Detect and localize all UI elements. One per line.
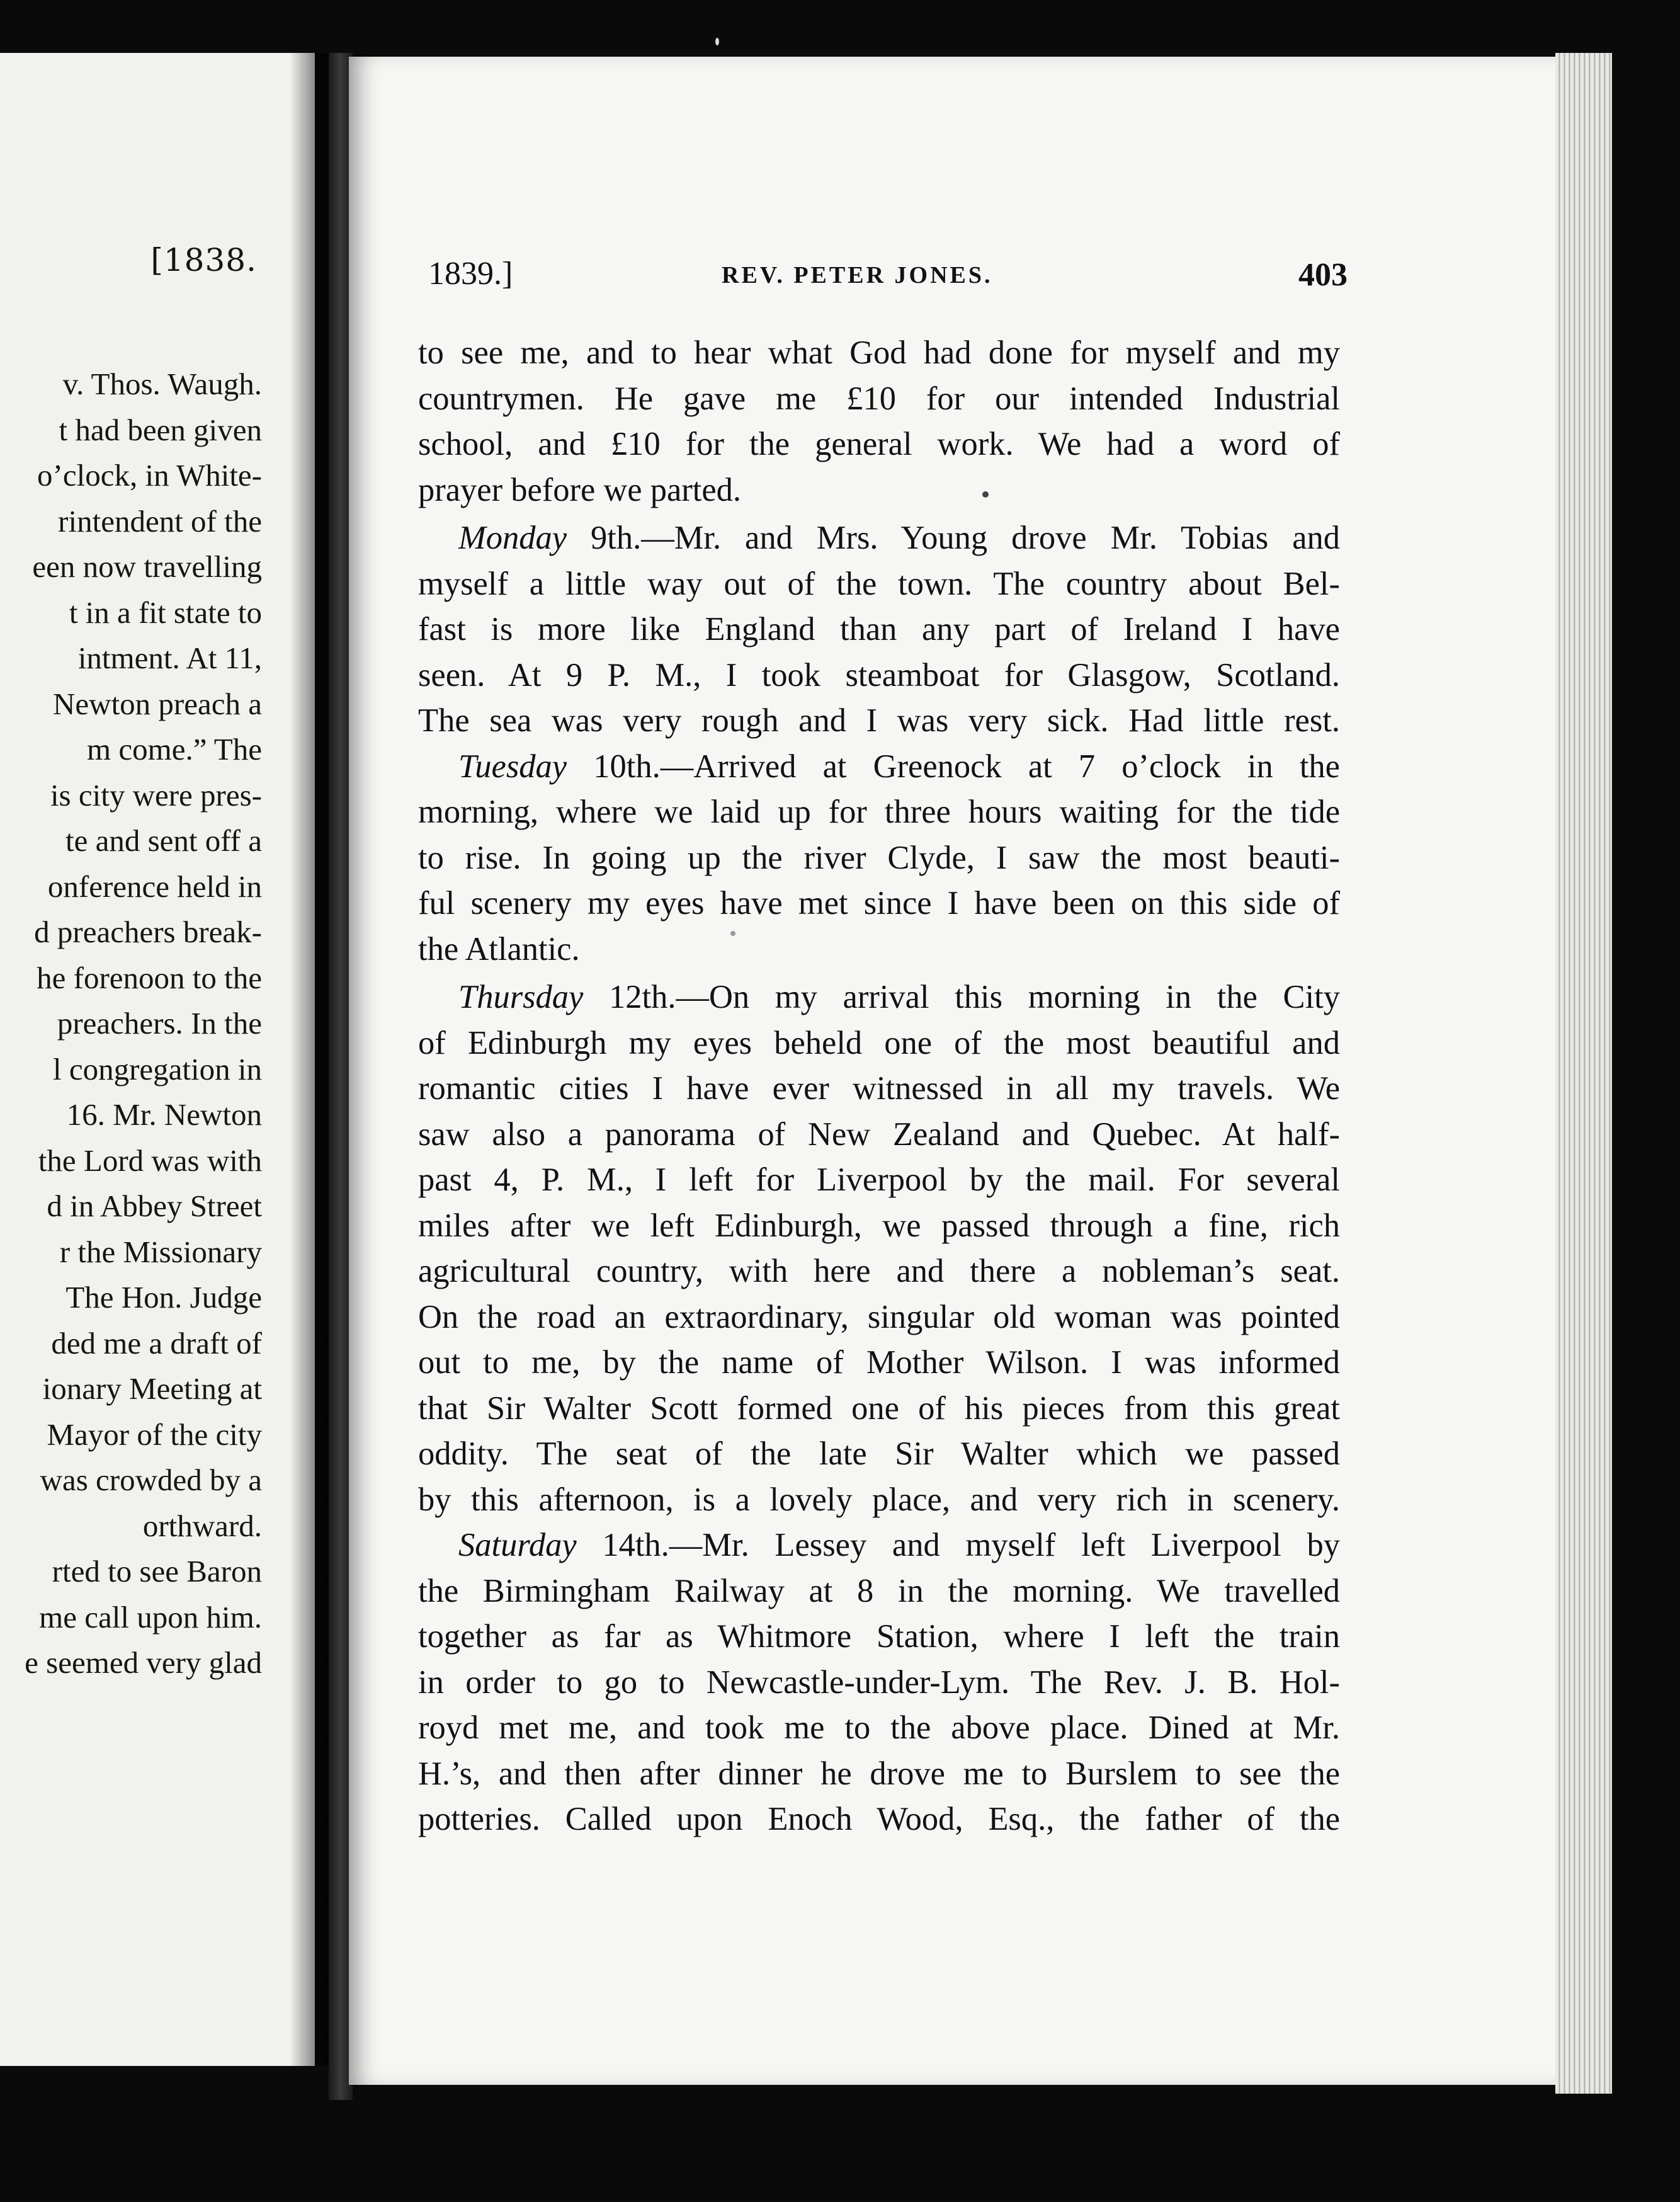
left-line: is city were pres- [50, 777, 262, 813]
left-line: ionary Meeting at [42, 1371, 262, 1406]
text-line: to rise. In going up the river Clyde, I saw the most beauti- [418, 839, 1340, 876]
text-line: school, and £10 for the general work. We had a word of [418, 426, 1340, 462]
text-line: romantic cities I have ever witnessed in all my travels. We [418, 1070, 1340, 1107]
running-head-title: REV. PETER JONES. [722, 262, 993, 288]
running-head-year: 1839.] [428, 256, 513, 292]
ink-speck [982, 491, 989, 498]
ink-speck [715, 38, 719, 45]
left-line: m come.” The [86, 732, 262, 767]
page-edges [1555, 53, 1612, 2094]
text-line: fast is more like England than any part of Ireland I have [418, 611, 1340, 647]
text-line: that Sir Walter Scott formed one of his pieces from this great [418, 1389, 1340, 1427]
text-line: H.’s, and then after dinner he drove me to Burslem to see the [418, 1755, 1340, 1792]
text-line: to see me, and to hear what God had done for myself and my [418, 334, 1340, 371]
left-page-text [0, 362, 262, 1686]
text-line: royd met me, and took me to the above place. Dined at Mr. [418, 1709, 1340, 1746]
text-line: Thursday 12th.—On my arrival this morning in the City [458, 979, 1340, 1015]
left-page-shadow [290, 53, 334, 2066]
left-line: Newton preach a [53, 686, 262, 721]
left-line: he forenoon to the [37, 960, 262, 995]
left-line: een now travelling [32, 549, 262, 584]
text-line: morning, where we laid up for three hours waiting for the tide [418, 794, 1340, 830]
day-name: Saturday [458, 1527, 577, 1563]
left-line: r the Missionary [59, 1234, 262, 1269]
left-line: ded me a draft of [51, 1325, 262, 1361]
text-line: Saturday 14th.—Mr. Lessey and myself left Liverpool by [458, 1527, 1340, 1563]
left-line: the Lord was with [38, 1143, 262, 1178]
text-line: saw also a panorama of New Zealand and Quebec. At half- [418, 1115, 1340, 1153]
day-name: Tuesday [458, 748, 567, 785]
left-line: o’clock, in White- [37, 458, 262, 493]
text-line: the Atlantic. [418, 930, 580, 967]
text-line: oddity. The seat of the late Sir Walter which we passed [418, 1435, 1340, 1472]
body-text [418, 330, 1340, 1842]
day-name: Thursday [458, 979, 584, 1015]
left-line: me call upon him. [39, 1599, 262, 1634]
left-line: rted to see Baron [52, 1554, 262, 1589]
left-line: d in Abbey Street [47, 1189, 262, 1223]
left-line: t in a fit state to [69, 595, 262, 630]
left-line: v. Thos. Waugh. [62, 367, 262, 401]
text-line: countrymen. He gave me £10 for our intended Industrial [418, 380, 1340, 417]
day-name: Monday [458, 520, 567, 556]
text-line: together as far as Whitmore Station, where I left the train [418, 1618, 1340, 1655]
text-line: the Birmingham Railway at 8 in the morning. We travelled [418, 1572, 1340, 1609]
left-line: rintendent of the [58, 503, 262, 539]
page-number: 403 [1298, 257, 1348, 293]
left-page [0, 53, 315, 2066]
left-running-head: [1838. [150, 242, 257, 278]
running-head [428, 255, 1348, 299]
text-line: seen. At 9 P. M., I took steamboat for Glasgow, Scotland. [418, 656, 1340, 693]
left-line: e seemed very glad [25, 1645, 262, 1680]
left-line: d preachers break- [34, 915, 262, 949]
text-line: by this afternoon, is a lovely place, and very rich in scenery. [418, 1481, 1340, 1518]
left-line: te and sent off a [65, 823, 262, 858]
left-line: onference held in [47, 869, 262, 904]
ink-speck [730, 931, 735, 936]
text-line: miles after we left Edinburgh, we passed through a fine, rich [418, 1207, 1340, 1244]
text-line: agricultural country, with here and there a nobleman’s seat. [418, 1253, 1340, 1289]
text-line: out to me, by the name of Mother Wilson. I was informed [418, 1344, 1340, 1381]
left-line: l congregation in [52, 1051, 262, 1087]
text-line: of Edinburgh my eyes beheld one of the most beautiful and [418, 1024, 1340, 1061]
left-line: The Hon. Judge [65, 1280, 262, 1315]
left-line: Mayor of the city [47, 1417, 262, 1452]
text-line: Monday 9th.—Mr. and Mrs. Young drove Mr. Tobias and [458, 520, 1340, 556]
text-line: ful scenery my eyes have met since I have been on this side of [418, 885, 1340, 921]
left-line: t had been given [59, 412, 262, 447]
text-line: prayer before we parted. [418, 471, 742, 508]
left-line: intment. At 11, [77, 641, 262, 675]
left-line: was crowded by a [40, 1463, 262, 1497]
text-line: potteries. Called upon Enoch Wood, Esq., the father of the [418, 1801, 1340, 1837]
left-line: orthward. [142, 1508, 262, 1543]
text-line: The sea was very rough and I was very sick. Had little rest. [418, 702, 1340, 739]
text-line: in order to go to Newcastle-under-Lym. The Rev. J. B. Hol- [418, 1663, 1340, 1701]
text-line: On the road an extraordinary, singular old woman was pointed [418, 1298, 1340, 1335]
text-line: myself a little way out of the town. The country about Bel- [418, 565, 1340, 602]
left-line: 16. Mr. Newton [66, 1097, 262, 1132]
text-line: past 4, P. M., I left for Liverpool by the mail. For several [418, 1161, 1340, 1198]
text-line: Tuesday 10th.—Arrived at Greenock at 7 o’clock in the [458, 748, 1340, 785]
left-line: preachers. In the [57, 1006, 262, 1041]
